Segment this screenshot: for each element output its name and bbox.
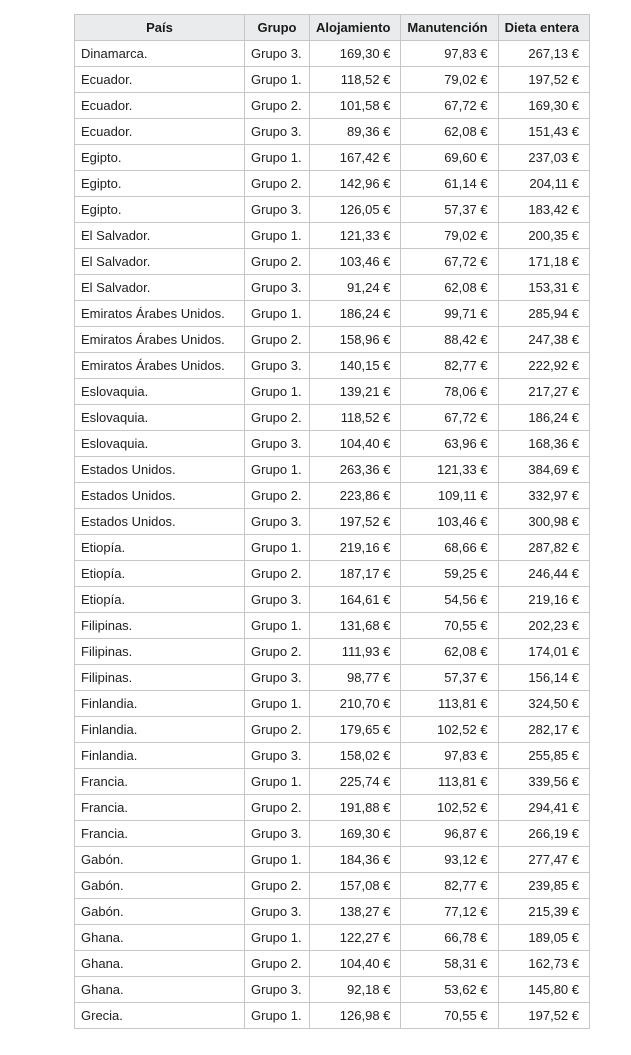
table-row [75,119,590,145]
lodging-cell: 169,30 € [310,41,401,67]
full-diet-cell: 277,47 € [498,847,589,873]
meals-cell: 82,77 € [401,873,498,899]
lodging-cell: 169,30 € [310,821,401,847]
full-diet-cell: 332,97 € [498,483,589,509]
meals-cell: 102,52 € [401,795,498,821]
full-diet-cell: 339,56 € [498,769,589,795]
group-cell: Grupo 2. [245,405,310,431]
country-cell: Ecuador. [75,93,245,119]
group-cell: Grupo 3. [245,41,310,67]
table-row [75,951,590,977]
country-cell: Emiratos Árabes Unidos. [75,353,245,379]
full-diet-cell: 186,24 € [498,405,589,431]
lodging-cell: 111,93 € [310,639,401,665]
table-row [75,301,590,327]
table-row [75,41,590,67]
group-cell: Grupo 3. [245,431,310,457]
meals-cell: 61,14 € [401,171,498,197]
lodging-cell: 121,33 € [310,223,401,249]
per-diem-table [74,14,590,1029]
full-diet-cell: 324,50 € [498,691,589,717]
group-cell: Grupo 2. [245,93,310,119]
full-diet-cell: 156,14 € [498,665,589,691]
lodging-cell: 157,08 € [310,873,401,899]
country-cell: Estados Unidos. [75,457,245,483]
table-row [75,821,590,847]
country-cell: Filipinas. [75,639,245,665]
full-diet-cell: 217,27 € [498,379,589,405]
group-cell: Grupo 1. [245,535,310,561]
full-diet-cell: 189,05 € [498,925,589,951]
table-body [75,41,590,1029]
meals-cell: 57,37 € [401,665,498,691]
lodging-cell: 89,36 € [310,119,401,145]
country-cell: Francia. [75,769,245,795]
lodging-cell: 118,52 € [310,67,401,93]
group-cell: Grupo 2. [245,639,310,665]
lodging-cell: 186,24 € [310,301,401,327]
lodging-cell: 92,18 € [310,977,401,1003]
full-diet-cell: 255,85 € [498,743,589,769]
lodging-cell: 179,65 € [310,717,401,743]
meals-cell: 57,37 € [401,197,498,223]
full-diet-cell: 287,82 € [498,535,589,561]
meals-cell: 93,12 € [401,847,498,873]
lodging-cell: 98,77 € [310,665,401,691]
group-cell: Grupo 3. [245,665,310,691]
full-diet-cell: 282,17 € [498,717,589,743]
lodging-cell: 184,36 € [310,847,401,873]
group-cell: Grupo 3. [245,119,310,145]
meals-cell: 58,31 € [401,951,498,977]
group-cell: Grupo 1. [245,301,310,327]
full-diet-cell: 219,16 € [498,587,589,613]
full-diet-cell: 222,92 € [498,353,589,379]
meals-cell: 66,78 € [401,925,498,951]
lodging-cell: 187,17 € [310,561,401,587]
group-cell: Grupo 1. [245,1003,310,1029]
column-header-manutencion: Manutención [401,15,498,41]
table-row [75,639,590,665]
group-cell: Grupo 3. [245,899,310,925]
table-row [75,1003,590,1029]
country-cell: Ghana. [75,925,245,951]
lodging-cell: 91,24 € [310,275,401,301]
group-cell: Grupo 1. [245,847,310,873]
full-diet-cell: 215,39 € [498,899,589,925]
table-row [75,379,590,405]
table-row [75,431,590,457]
table-row [75,327,590,353]
meals-cell: 67,72 € [401,405,498,431]
meals-cell: 62,08 € [401,119,498,145]
meals-cell: 82,77 € [401,353,498,379]
lodging-cell: 122,27 € [310,925,401,951]
group-cell: Grupo 3. [245,587,310,613]
full-diet-cell: 239,85 € [498,873,589,899]
group-cell: Grupo 1. [245,457,310,483]
group-cell: Grupo 1. [245,925,310,951]
column-header-grupo: Grupo [245,15,310,41]
table-row [75,769,590,795]
group-cell: Grupo 2. [245,171,310,197]
table-row [75,353,590,379]
table-row [75,561,590,587]
country-cell: Ghana. [75,951,245,977]
full-diet-cell: 183,42 € [498,197,589,223]
group-cell: Grupo 2. [245,327,310,353]
full-diet-cell: 202,23 € [498,613,589,639]
table-row [75,977,590,1003]
meals-cell: 79,02 € [401,67,498,93]
full-diet-cell: 169,30 € [498,93,589,119]
group-cell: Grupo 3. [245,197,310,223]
lodging-cell: 104,40 € [310,431,401,457]
table-row [75,691,590,717]
column-header-alojamiento: Alojamiento [310,15,401,41]
meals-cell: 96,87 € [401,821,498,847]
table-row [75,613,590,639]
full-diet-cell: 145,80 € [498,977,589,1003]
meals-cell: 103,46 € [401,509,498,535]
country-cell: Eslovaquia. [75,431,245,457]
country-cell: Etiopía. [75,561,245,587]
lodging-cell: 104,40 € [310,951,401,977]
country-cell: Etiopía. [75,535,245,561]
table-row [75,483,590,509]
column-header-dieta-entera: Dieta entera [498,15,589,41]
country-cell: Filipinas. [75,665,245,691]
meals-cell: 97,83 € [401,743,498,769]
table-row [75,275,590,301]
table-row [75,717,590,743]
meals-cell: 121,33 € [401,457,498,483]
country-cell: El Salvador. [75,275,245,301]
country-cell: Egipto. [75,145,245,171]
meals-cell: 113,81 € [401,769,498,795]
country-cell: Emiratos Árabes Unidos. [75,301,245,327]
meals-cell: 68,66 € [401,535,498,561]
country-cell: Gabón. [75,899,245,925]
lodging-cell: 142,96 € [310,171,401,197]
meals-cell: 53,62 € [401,977,498,1003]
lodging-cell: 219,16 € [310,535,401,561]
lodging-cell: 101,58 € [310,93,401,119]
group-cell: Grupo 3. [245,821,310,847]
country-cell: Ecuador. [75,119,245,145]
country-cell: Egipto. [75,197,245,223]
table-row [75,457,590,483]
table-row [75,145,590,171]
group-cell: Grupo 1. [245,691,310,717]
meals-cell: 69,60 € [401,145,498,171]
full-diet-cell: 153,31 € [498,275,589,301]
full-diet-cell: 197,52 € [498,67,589,93]
country-cell: Filipinas. [75,613,245,639]
meals-cell: 97,83 € [401,41,498,67]
lodging-cell: 118,52 € [310,405,401,431]
group-cell: Grupo 2. [245,951,310,977]
table-row [75,873,590,899]
group-cell: Grupo 2. [245,795,310,821]
table-row [75,249,590,275]
table-row [75,847,590,873]
meals-cell: 54,56 € [401,587,498,613]
full-diet-cell: 237,03 € [498,145,589,171]
full-diet-cell: 162,73 € [498,951,589,977]
table-row [75,535,590,561]
table-row [75,925,590,951]
group-cell: Grupo 3. [245,977,310,1003]
table-row [75,743,590,769]
country-cell: Ghana. [75,977,245,1003]
meals-cell: 62,08 € [401,275,498,301]
lodging-cell: 164,61 € [310,587,401,613]
lodging-cell: 225,74 € [310,769,401,795]
lodging-cell: 167,42 € [310,145,401,171]
meals-cell: 67,72 € [401,249,498,275]
country-cell: Finlandia. [75,743,245,769]
group-cell: Grupo 3. [245,509,310,535]
country-cell: Estados Unidos. [75,509,245,535]
full-diet-cell: 197,52 € [498,1003,589,1029]
table-header [75,15,590,41]
lodging-cell: 103,46 € [310,249,401,275]
lodging-cell: 263,36 € [310,457,401,483]
table-row [75,665,590,691]
lodging-cell: 210,70 € [310,691,401,717]
country-cell: Eslovaquia. [75,379,245,405]
table-row [75,93,590,119]
lodging-cell: 131,68 € [310,613,401,639]
lodging-cell: 126,98 € [310,1003,401,1029]
group-cell: Grupo 2. [245,561,310,587]
country-cell: Dinamarca. [75,41,245,67]
full-diet-cell: 384,69 € [498,457,589,483]
full-diet-cell: 300,98 € [498,509,589,535]
meals-cell: 70,55 € [401,1003,498,1029]
meals-cell: 79,02 € [401,223,498,249]
meals-cell: 59,25 € [401,561,498,587]
group-cell: Grupo 2. [245,873,310,899]
country-cell: Grecia. [75,1003,245,1029]
meals-cell: 113,81 € [401,691,498,717]
country-cell: Etiopía. [75,587,245,613]
full-diet-cell: 285,94 € [498,301,589,327]
full-diet-cell: 204,11 € [498,171,589,197]
group-cell: Grupo 2. [245,249,310,275]
table-row [75,405,590,431]
group-cell: Grupo 3. [245,743,310,769]
full-diet-cell: 246,44 € [498,561,589,587]
country-cell: Estados Unidos. [75,483,245,509]
full-diet-cell: 247,38 € [498,327,589,353]
meals-cell: 62,08 € [401,639,498,665]
full-diet-cell: 267,13 € [498,41,589,67]
table-header-row [75,15,590,41]
meals-cell: 70,55 € [401,613,498,639]
country-cell: Finlandia. [75,717,245,743]
full-diet-cell: 294,41 € [498,795,589,821]
lodging-cell: 197,52 € [310,509,401,535]
country-cell: Gabón. [75,873,245,899]
group-cell: Grupo 2. [245,717,310,743]
country-cell: El Salvador. [75,223,245,249]
lodging-cell: 139,21 € [310,379,401,405]
meals-cell: 77,12 € [401,899,498,925]
country-cell: Ecuador. [75,67,245,93]
table-row [75,197,590,223]
group-cell: Grupo 1. [245,145,310,171]
lodging-cell: 158,96 € [310,327,401,353]
table-row [75,795,590,821]
column-header-pais: País [75,15,245,41]
country-cell: Emiratos Árabes Unidos. [75,327,245,353]
group-cell: Grupo 1. [245,67,310,93]
group-cell: Grupo 3. [245,275,310,301]
group-cell: Grupo 1. [245,613,310,639]
group-cell: Grupo 3. [245,353,310,379]
meals-cell: 99,71 € [401,301,498,327]
table-row [75,509,590,535]
group-cell: Grupo 1. [245,223,310,249]
country-cell: Eslovaquia. [75,405,245,431]
lodging-cell: 158,02 € [310,743,401,769]
full-diet-cell: 168,36 € [498,431,589,457]
table-row [75,223,590,249]
country-cell: El Salvador. [75,249,245,275]
meals-cell: 109,11 € [401,483,498,509]
lodging-cell: 140,15 € [310,353,401,379]
table-row [75,899,590,925]
lodging-cell: 126,05 € [310,197,401,223]
country-cell: Francia. [75,821,245,847]
table-row [75,587,590,613]
full-diet-cell: 200,35 € [498,223,589,249]
group-cell: Grupo 2. [245,483,310,509]
group-cell: Grupo 1. [245,379,310,405]
country-cell: Francia. [75,795,245,821]
full-diet-cell: 174,01 € [498,639,589,665]
lodging-cell: 138,27 € [310,899,401,925]
country-cell: Egipto. [75,171,245,197]
table-row [75,171,590,197]
meals-cell: 88,42 € [401,327,498,353]
lodging-cell: 191,88 € [310,795,401,821]
full-diet-cell: 266,19 € [498,821,589,847]
meals-cell: 78,06 € [401,379,498,405]
lodging-cell: 223,86 € [310,483,401,509]
meals-cell: 102,52 € [401,717,498,743]
table-row [75,67,590,93]
meals-cell: 67,72 € [401,93,498,119]
country-cell: Finlandia. [75,691,245,717]
country-cell: Gabón. [75,847,245,873]
meals-cell: 63,96 € [401,431,498,457]
full-diet-cell: 151,43 € [498,119,589,145]
group-cell: Grupo 1. [245,769,310,795]
full-diet-cell: 171,18 € [498,249,589,275]
